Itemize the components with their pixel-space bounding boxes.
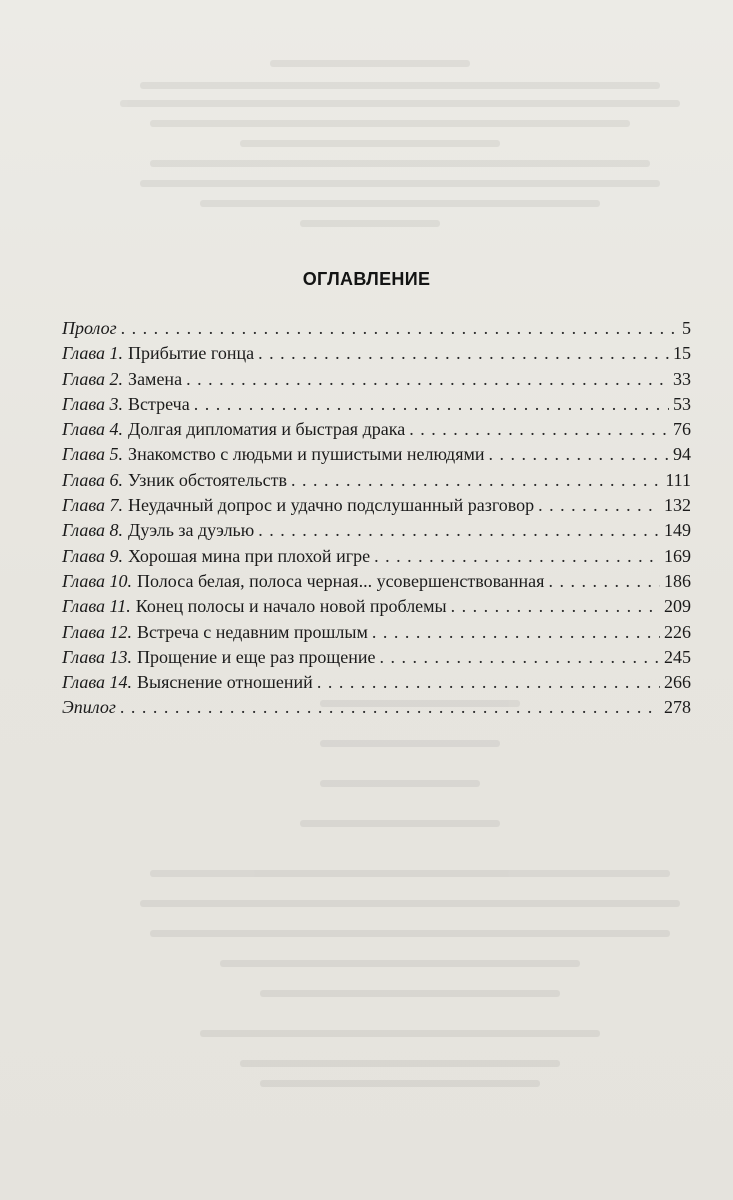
toc-entry-label: [62, 495, 534, 516]
toc-chapter-number: Глава 14.: [62, 672, 133, 693]
toc-title: ОГЛАВЛЕНИЕ: [302, 269, 431, 289]
dot-leader: [548, 571, 660, 592]
toc-entry: [62, 546, 691, 571]
toc-page-number: 132: [664, 495, 691, 516]
toc-entry: [62, 672, 691, 697]
toc-entry: [62, 318, 691, 343]
toc-page-number: 53: [673, 393, 691, 414]
toc-entry: [62, 520, 691, 545]
toc-chapter-number: Глава 8.: [62, 520, 124, 541]
dot-leader: [379, 647, 660, 668]
toc-page-number: 278: [664, 697, 691, 718]
toc-chapter-title: Конец полосы и начало новой проблемы: [135, 596, 447, 617]
toc-page-number: 76: [673, 419, 691, 440]
dot-leader: [121, 318, 678, 339]
toc-entry: [62, 394, 691, 419]
toc-chapter-number: Глава 10.: [62, 570, 133, 591]
toc-chapter-title: Хорошая мина при плохой игре: [128, 545, 371, 566]
toc-entry: [62, 419, 691, 444]
toc-chapter-title: Полоса белая, полоса черная... усовершенствованная: [137, 570, 545, 591]
toc-entry-label: [62, 369, 182, 390]
toc-chapter-title: Долгая дипломатия и быстрая драка: [128, 419, 406, 440]
dot-leader: [372, 622, 660, 643]
toc-entry: [62, 647, 691, 672]
toc-chapter-title: Прибытие гонца: [128, 343, 255, 364]
toc-entry: [62, 369, 691, 394]
dot-leader: [258, 520, 660, 541]
toc-chapter-number: Глава 1.: [62, 343, 124, 364]
toc-chapter-title: Знакомство с людьми и пушистыми нелюдями: [128, 444, 485, 465]
toc-page-number: 245: [664, 646, 691, 667]
dot-leader: [317, 672, 660, 693]
dot-leader: [538, 495, 660, 516]
toc-chapter-number: Пролог: [62, 318, 117, 338]
dot-leader: [186, 369, 669, 390]
toc-chapter-number: Глава 12.: [62, 621, 133, 642]
toc-page-number: 169: [664, 545, 691, 566]
toc-chapter-number: Глава 5.: [62, 444, 124, 465]
toc-page-number: 15: [673, 343, 691, 364]
toc-entry-label: [62, 470, 287, 491]
toc-entry: [62, 343, 691, 368]
toc-entry: [62, 444, 691, 469]
dot-leader: [291, 470, 661, 491]
toc-entry: [62, 495, 691, 520]
toc-entry-label: [62, 520, 254, 541]
toc-entry-label: [62, 647, 375, 668]
toc-chapter-number: Глава 7.: [62, 495, 124, 516]
toc-entry-label: [62, 571, 544, 592]
dot-leader: [409, 419, 669, 440]
toc-page-number: 149: [664, 520, 691, 541]
toc-page-number: 111: [665, 469, 691, 490]
toc-entry-label: [62, 622, 368, 643]
toc-entry-label: [62, 596, 447, 617]
toc-page-number: 266: [664, 672, 691, 693]
dot-leader: [489, 444, 669, 465]
toc-chapter-number: Эпилог: [62, 697, 116, 718]
toc-chapter-number: Глава 6.: [62, 469, 124, 490]
toc-page-number: 94: [673, 444, 691, 465]
toc-chapter-number: Глава 9.: [62, 545, 124, 566]
dot-leader: [120, 697, 660, 718]
toc-entry-label: [62, 546, 370, 567]
table-of-contents: [62, 318, 691, 723]
toc-entry-label: [62, 697, 116, 718]
toc-chapter-title: Замена: [128, 368, 183, 389]
toc-chapter-number: Глава 13.: [62, 646, 133, 667]
toc-page-number: 209: [664, 596, 691, 617]
toc-chapter-number: Глава 2.: [62, 368, 124, 389]
toc-entry: [62, 697, 691, 722]
toc-page-number: 226: [664, 621, 691, 642]
dot-leader: [258, 343, 669, 364]
toc-page-number: 33: [673, 368, 691, 389]
toc-entry-label: [62, 672, 313, 693]
toc-page-number: 186: [664, 570, 691, 591]
toc-entry-label: [62, 343, 254, 364]
toc-entry: [62, 571, 691, 596]
toc-chapter-title: Узник обстоятельств: [128, 469, 287, 490]
toc-entry-label: [62, 318, 117, 339]
toc-chapter-number: Глава 11.: [62, 596, 131, 617]
toc-entry: [62, 622, 691, 647]
toc-chapter-number: Глава 3.: [62, 393, 124, 414]
dot-leader: [374, 546, 660, 567]
dot-leader: [451, 596, 660, 617]
toc-chapter-title: Дуэль за дуэлью: [128, 520, 255, 541]
toc-chapter-title: Встреча с недавним прошлым: [137, 621, 368, 642]
toc-chapter-title: Выяснение отношений: [137, 672, 313, 693]
toc-chapter-number: Глава 4.: [62, 419, 124, 440]
toc-entry: [62, 470, 691, 495]
toc-entry: [62, 596, 691, 621]
toc-chapter-title: Неудачный допрос и удачно подслушанный разговор: [128, 495, 535, 516]
toc-page-number: 5: [682, 318, 691, 338]
dot-leader: [194, 394, 669, 415]
toc-chapter-title: Прощение и еще раз прощение: [137, 646, 376, 667]
toc-chapter-title: Встреча: [128, 393, 190, 414]
toc-entry-label: [62, 444, 485, 465]
toc-entry-label: [62, 419, 405, 440]
toc-entry-label: [62, 394, 190, 415]
